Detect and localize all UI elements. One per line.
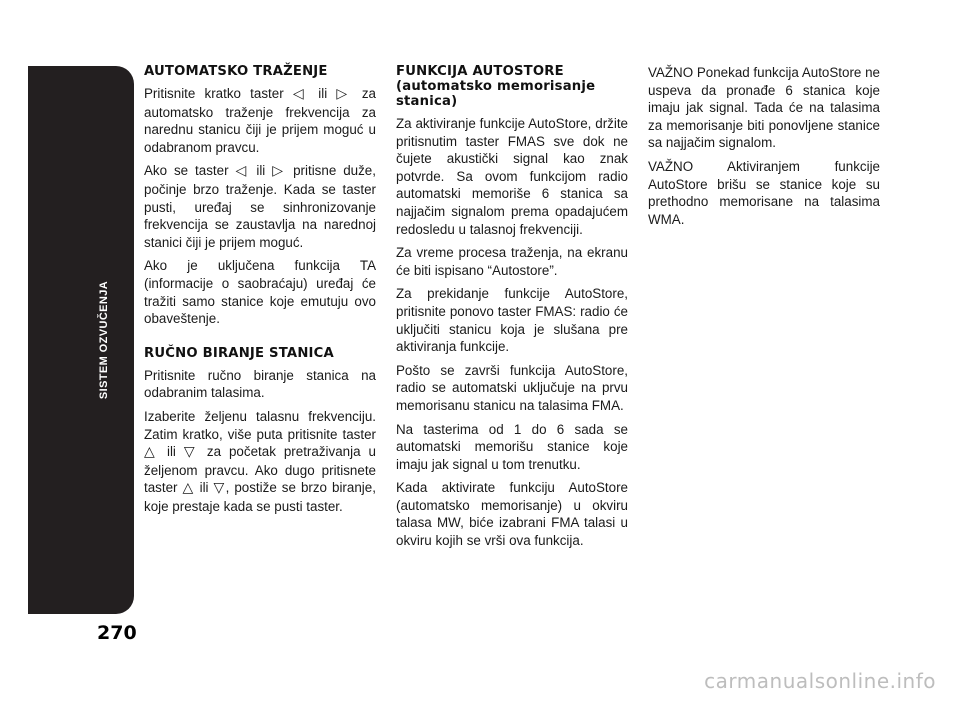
page-number: 270 bbox=[97, 622, 137, 644]
up-arrow-icon: △ bbox=[144, 444, 160, 461]
down-arrow-icon: ▽ bbox=[183, 444, 199, 461]
paragraph: Pritisnite ručno biranje stanica na odabranim talasima. bbox=[144, 367, 376, 401]
heading-manual-tuning: RUČNO BIRANJE STANICA bbox=[144, 345, 334, 361]
paragraph: Za aktiviranje funkcije AutoStore, držite pritisnutim taster FMAS sve dok ne čujete akustički signal kao znak potvrde. Sa ovom funkcijom radio automatski memoriše 6 stanica sa najjačim signalom prema opadajućem redosledu u talasnoj frekvenciji. bbox=[396, 116, 628, 237]
note-paragraph: VAŽNO Aktiviranjem funkcije AutoStore brišu se stanice koje su prethodno memorisane na talasima WMA. bbox=[648, 158, 880, 227]
note-paragraph: VAŽNO Ponekad funkcija AutoStore ne uspeva da pronađe 6 stanica koje imaju jak signal. Tada će na talasima za memorisanje biti ponovljene stanice sa najjačim signalom. bbox=[648, 65, 880, 151]
section-side-tab bbox=[28, 66, 134, 614]
section-label: SISTEM OZVUČENJA bbox=[98, 280, 110, 400]
paragraph: Pritisnite kratko taster ◁ ili ▷ za automatsko traženje frekvencija za narednu stanicu čiji je prijem moguć u odabranom pravcu. bbox=[144, 86, 376, 155]
right-arrow-icon: ▷ bbox=[336, 86, 353, 102]
watermark: carmanualsonline.info bbox=[704, 669, 936, 693]
paragraph: Pošto se završi funkcija AutoStore, radio se automatski uključuje na prvu memorisanu stanicu na talasima FMA. bbox=[396, 362, 628, 413]
heading-autostore: FUNKCIJA AUTOSTORE (automatsko memorisanje stanica) bbox=[396, 64, 596, 109]
column-3 bbox=[648, 64, 880, 234]
paragraph: Ako se taster ◁ ili ▷ pritisne duže, počinje brzo traženje. Kada se taster pusti, uređaj se sinhronizovanje frekvencija se zaustavlja na narednoj stanici čiji je prijem moguć. bbox=[144, 163, 376, 250]
paragraph: Kada aktivirate funkciju AutoStore (automatsko memorisanje) u okviru talasa MW, biće izabrani FMA talasi u okviru kojih se vrši ova funkcija. bbox=[396, 480, 628, 549]
left-arrow-icon: ◁ bbox=[292, 86, 310, 102]
column-1 bbox=[144, 64, 376, 521]
right-arrow-icon: ▷ bbox=[272, 163, 287, 180]
left-arrow-icon: ◁ bbox=[235, 163, 250, 180]
paragraph: Ako je uključena funkcija TA (informacije o saobraćaju) uređaj će tražiti samo stanice koje emutuju ovo obaveštenje. bbox=[144, 258, 376, 327]
up-arrow-icon: △ bbox=[182, 480, 195, 497]
paragraph: Za vreme procesa traženja, na ekranu će biti ispisano “Autostore”. bbox=[396, 245, 628, 278]
column-2 bbox=[396, 64, 628, 556]
down-arrow-icon: ▽ bbox=[213, 480, 226, 497]
paragraph: Na tasterima od 1 do 6 sada se automatski memorišu stanice koje imaju jak signal u tom trenutku. bbox=[396, 421, 628, 472]
paragraph: Izaberite željenu talasnu frekvenciju. Zatim kratko, više puta pritisnite taster △ ili ▽ za početak pretraživanja u željenom pravcu. Ako dugo pritisnete taster △ ili ▽, postiže se brzo biranje, koje prestaje kada se pusti taster. bbox=[144, 408, 376, 514]
heading-automatic-search: AUTOMATSKO TRAŽENJE bbox=[144, 64, 328, 79]
paragraph: Za prekidanje funkcije AutoStore, pritisnite ponovo taster FMAS: radio će uključiti stanicu koja je slušana pre aktiviranja funkcije. bbox=[396, 286, 628, 355]
